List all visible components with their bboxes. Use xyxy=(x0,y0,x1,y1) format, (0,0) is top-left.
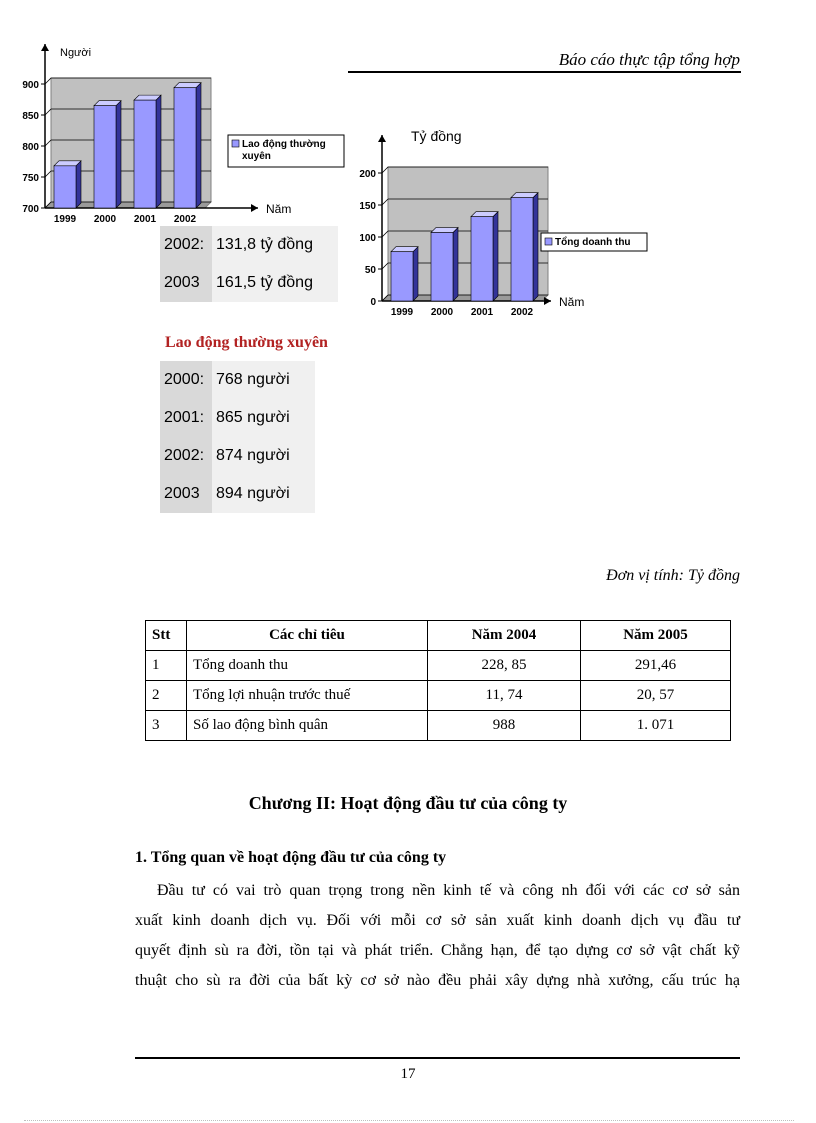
bar-side xyxy=(156,95,161,208)
y-tick-label: 800 xyxy=(22,142,39,153)
gridline-diag xyxy=(382,199,388,205)
bar-top xyxy=(471,212,498,217)
y-tick-label: 0 xyxy=(370,297,376,308)
bar-side xyxy=(76,161,81,208)
bar xyxy=(431,233,453,301)
labor-section-title: Lao động thường xuyên xyxy=(165,334,328,351)
section-heading: 1. Tổng quan về hoạt động đầu tư của công ty xyxy=(135,849,447,866)
header-rule xyxy=(348,71,741,73)
bar xyxy=(511,198,533,301)
revenue-year: 2002: xyxy=(160,226,212,264)
table-cell: 3 xyxy=(146,711,187,741)
table-cell: 1. 071 xyxy=(581,711,731,741)
bar-top xyxy=(54,161,81,166)
bar-side xyxy=(493,212,498,301)
labor-value: 865 người xyxy=(212,399,315,437)
x-tick-label: 2001 xyxy=(470,307,494,318)
gridline-diag xyxy=(45,140,51,146)
table-cell: Tổng lợi nhuận trước thuế xyxy=(187,681,428,711)
labor-value: 894 người xyxy=(212,475,315,513)
table-cell: Tổng doanh thu xyxy=(187,651,428,681)
bar-side xyxy=(196,83,201,208)
x-tick-label: 2000 xyxy=(430,307,454,318)
y-tick-label: 750 xyxy=(22,173,39,184)
x-axis-label: Năm xyxy=(266,202,292,216)
stats-table xyxy=(145,620,731,741)
paragraph-line: quyết định sù ra đời, tồn tại và phát triển. Chẳng hạn, để tạo dựng cơ sở vật chất kỹ xyxy=(135,942,740,959)
labor-row xyxy=(160,437,315,475)
labor-row xyxy=(160,399,315,437)
unit-note: Đơn vị tính: Tỷ đồng xyxy=(606,567,740,584)
table-cell: 291,46 xyxy=(581,651,731,681)
bar-side xyxy=(413,247,418,301)
y-tick-label: 900 xyxy=(22,80,39,91)
bar-top xyxy=(174,83,201,88)
bar-side xyxy=(116,101,121,208)
y-axis-arrow xyxy=(378,135,386,142)
revenue-value: 161,5 tỷ đồng xyxy=(212,264,338,302)
bar-top xyxy=(134,95,161,100)
legend-label: xuyên xyxy=(242,151,271,162)
table-cell: 11, 74 xyxy=(428,681,581,711)
labor-bar-chart xyxy=(10,38,360,233)
y-axis-arrow xyxy=(41,44,49,51)
bar xyxy=(134,100,156,208)
labor-row xyxy=(160,361,315,399)
x-tick-label: 2000 xyxy=(93,214,117,225)
table-cell: 2 xyxy=(146,681,187,711)
bar-side xyxy=(453,228,458,301)
table-header-cell: Stt xyxy=(146,621,187,651)
footer-rule xyxy=(135,1057,740,1059)
bar-side xyxy=(533,193,538,301)
gridline-diag xyxy=(45,109,51,115)
x-axis-arrow xyxy=(251,204,258,212)
labor-data-block xyxy=(160,361,315,513)
legend-label: Lao động thường xyxy=(242,139,326,150)
table-header-cell: Năm 2005 xyxy=(581,621,731,651)
page-number: 17 xyxy=(400,1066,416,1082)
x-tick-label: 2001 xyxy=(133,214,157,225)
gridline-diag xyxy=(382,231,388,237)
bar-top xyxy=(94,101,121,106)
table-cell: Số lao động bình quân xyxy=(187,711,428,741)
table-header-cell: Năm 2004 xyxy=(428,621,581,651)
x-axis-arrow xyxy=(544,297,551,305)
table-cell: 988 xyxy=(428,711,581,741)
paragraph-line: Đầu tư có vai trò quan trọng trong nền kinh tế và công nh đối với các cơ sở sản xyxy=(157,882,740,899)
table-cell: 20, 57 xyxy=(581,681,731,711)
y-tick-label: 100 xyxy=(359,233,376,244)
gridline-diag xyxy=(382,263,388,269)
y-tick-label: 850 xyxy=(22,111,39,122)
table-row xyxy=(146,651,731,681)
gridline-diag xyxy=(45,78,51,84)
page-header-title: Báo cáo thực tập tổng hợp xyxy=(558,50,740,69)
bar-top xyxy=(511,193,538,198)
gridline-diag xyxy=(45,171,51,177)
section-paragraph xyxy=(135,876,740,996)
y-tick-label: 150 xyxy=(359,201,376,212)
x-axis-label: Năm xyxy=(559,295,585,309)
labor-year: 2000: xyxy=(160,361,212,399)
table-cell: 1 xyxy=(146,651,187,681)
labor-year: 2003 xyxy=(160,475,212,513)
bar-top xyxy=(391,247,418,252)
bar xyxy=(94,106,116,208)
legend-swatch xyxy=(232,140,239,147)
revenue-row xyxy=(160,264,338,302)
labor-row xyxy=(160,475,315,513)
table-row xyxy=(146,681,731,711)
labor-value: 768 người xyxy=(212,361,315,399)
legend-swatch xyxy=(545,238,552,245)
revenue-data-block xyxy=(160,226,338,302)
paragraph-line: xuất kinh doanh dịch vụ. Đối với mỗi cơ sở sản xuất kinh doanh dịch vụ đầu tư xyxy=(135,912,740,929)
y-axis-label: Người xyxy=(60,47,92,59)
revenue-bar-chart xyxy=(345,123,665,323)
gridline-diag xyxy=(382,167,388,173)
bar xyxy=(471,217,493,301)
x-tick-label: 2002 xyxy=(173,214,197,225)
table-header-cell: Các chỉ tiêu xyxy=(187,621,428,651)
y-tick-label: 200 xyxy=(359,169,376,180)
table-header-row xyxy=(146,621,731,651)
table-row xyxy=(146,711,731,741)
chapter-title: Chương II: Hoạt động đầu tư của công ty xyxy=(248,793,568,813)
labor-value: 874 người xyxy=(212,437,315,475)
y-axis-label: Tỷ đồng xyxy=(411,128,462,144)
bar xyxy=(174,88,196,208)
bar xyxy=(54,166,76,208)
legend-label: Tổng doanh thu xyxy=(555,237,631,248)
revenue-year: 2003 xyxy=(160,264,212,302)
revenue-value: 131,8 tỷ đồng xyxy=(212,226,338,264)
page-bottom-border xyxy=(24,1120,794,1121)
table-cell: 228, 85 xyxy=(428,651,581,681)
y-tick-label: 50 xyxy=(364,265,376,276)
bar xyxy=(391,252,413,301)
paragraph-line: thuật cho sù ra đời của bất kỳ cơ sở nào đều phải xây dựng nhà xưởng, cấu trúc hạ xyxy=(135,972,740,989)
x-tick-label: 2002 xyxy=(510,307,534,318)
y-tick-label: 700 xyxy=(22,204,39,215)
bar-top xyxy=(431,228,458,233)
labor-year: 2001: xyxy=(160,399,212,437)
x-tick-label: 1999 xyxy=(390,307,414,318)
revenue-row xyxy=(160,226,338,264)
x-tick-label: 1999 xyxy=(53,214,77,225)
labor-year: 2002: xyxy=(160,437,212,475)
